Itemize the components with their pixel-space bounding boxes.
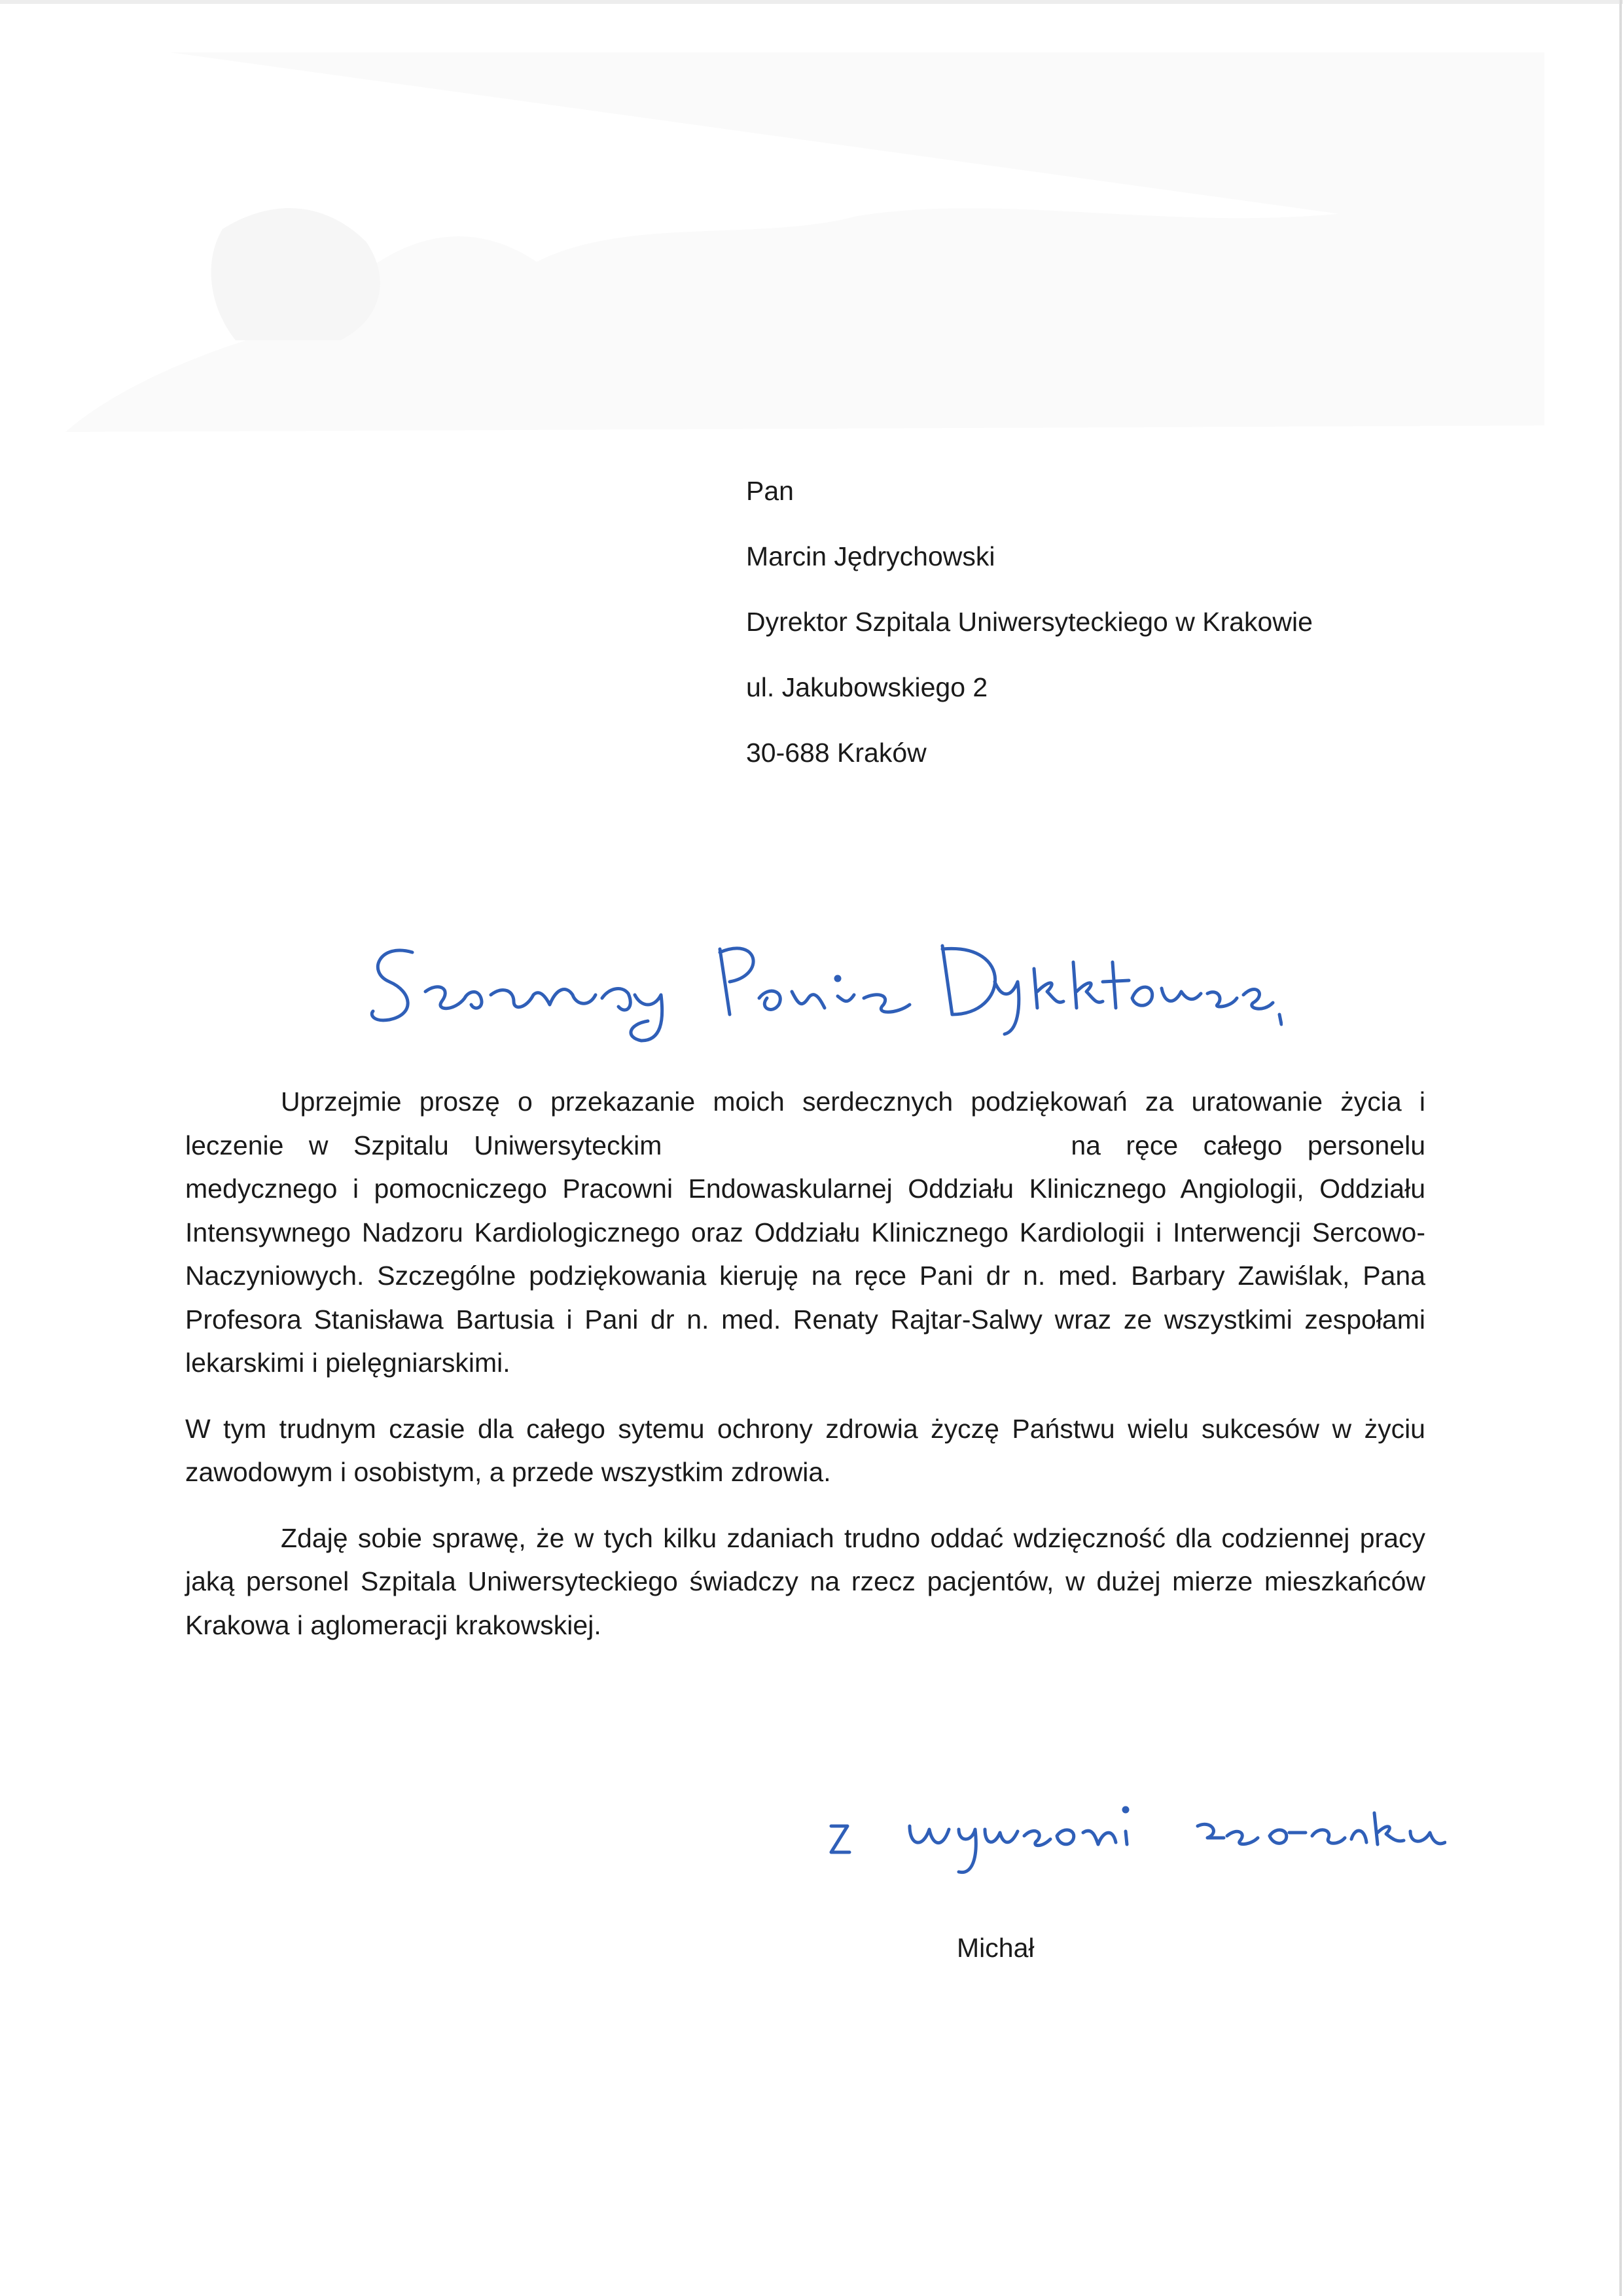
paragraph-1 xyxy=(185,1080,1425,1385)
paragraph-2: W tym trudnym czasie dla całego sytemu ochrony zdrowia życzę Państwu wielu sukcesów w życiu zawodowym i osobistym, a przede wszystkim zdrowia. xyxy=(185,1413,1425,1487)
paragraph-3-text: Zdaję sobie sprawę, że w tych kilku zdaniach trudno oddać wdzięczność dla codziennej pracy jaką personel Szpitala Uniwersyteckiego świadczy na rzecz pacjentów, w dużej mierze mieszkańców Krakowa i aglomeracji krakowskiej. xyxy=(185,1522,1425,1640)
recipient-title: Pan xyxy=(746,476,794,506)
scan-edge-top xyxy=(0,0,1623,4)
paragraph-1-part-2: na ręce całego personelu medycznego i pomocniczego Pracowni Endowaskularnej Oddziału Klinicznego Angiologii, Oddziału Intensywnego Nadzoru Kardiologicznego oraz Oddziału Klinicznego Kardiologii i Interwencji Sercowo-Naczyniowych. Szczególne podziękowania kieruję na ręce Pani dr n. med. Barbary Zawiślak, Pana Profesora Stanisława Bartusia i Pani dr n. med. Renaty Rajtar-Salwy wraz ze wszystkimi zespołami lekarskimi i pielęgniarskimi. xyxy=(185,1130,1425,1378)
signature-name: Michał xyxy=(957,1933,1035,1963)
handwritten-closing xyxy=(818,1780,1446,1878)
letter-body xyxy=(185,1080,1425,1669)
recipient-position: Dyrektor Szpitala Uniwersyteckiego w Krakowie xyxy=(746,607,1313,637)
scan-edge-right xyxy=(1619,0,1622,2296)
recipient-address xyxy=(746,458,1531,785)
recipient-street: ul. Jakubowskiego 2 xyxy=(746,672,988,702)
recipient-city: 30-688 Kraków xyxy=(746,738,927,768)
recipient-name: Marcin Jędrychowski xyxy=(746,541,995,571)
paragraph-3 xyxy=(185,1516,1425,1647)
handwritten-salutation xyxy=(366,916,1283,1047)
paragraph-1-part-1: Uprzejmie proszę o przekazanie moich serdecznych podziękowań za uratowanie życia i leczenie w Szpitalu Uniwersyteckim xyxy=(185,1086,1425,1160)
faded-header-watermark xyxy=(39,46,1558,439)
